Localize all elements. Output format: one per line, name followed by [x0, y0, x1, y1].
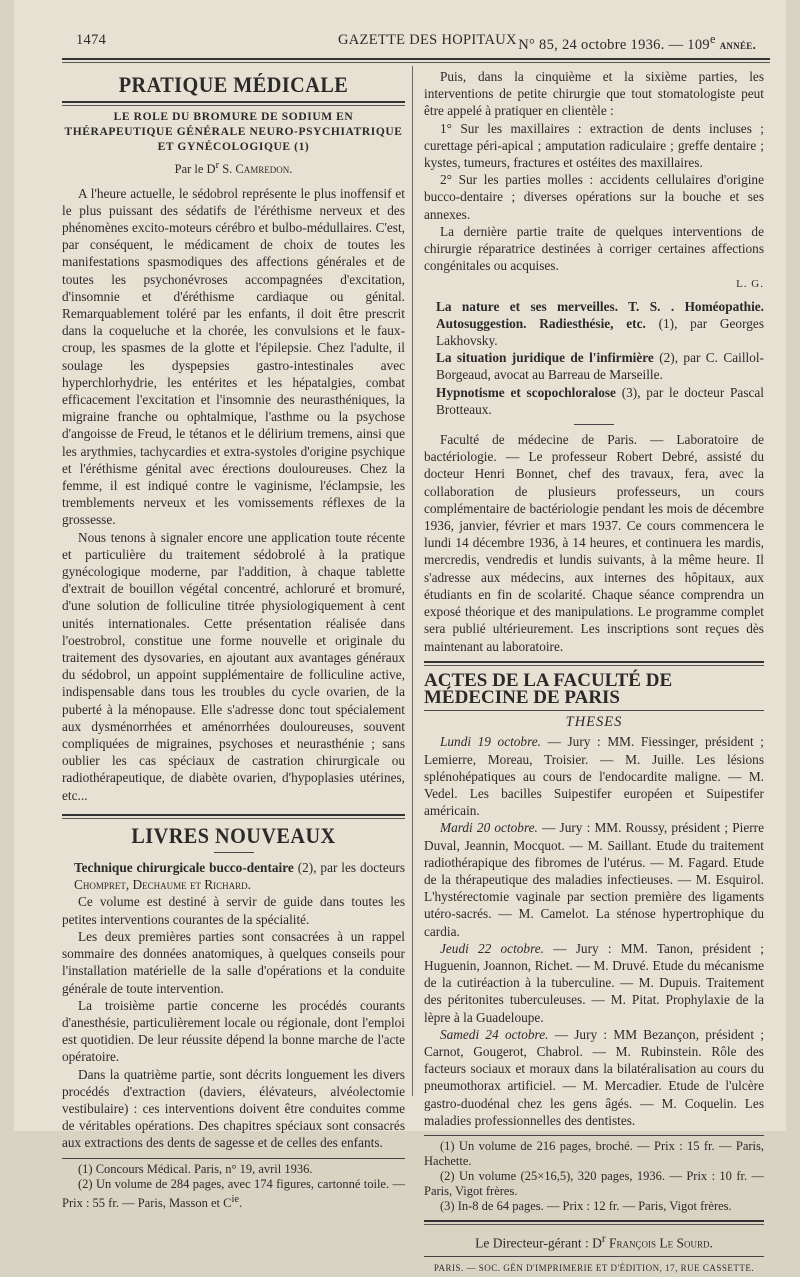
section-title-pratique: PRATIQUE MÉDICALE — [118, 72, 349, 97]
book-entry: La situation juridique de l'infirmière (2), par C. Caillol-Borgeaud, avocat au Barreau de Marseille. — [436, 350, 764, 383]
column-divider — [412, 66, 413, 1096]
faculty-notice: Faculté de médecine de Paris. — Laboratoire de bactériologie. — Le professeur Robert Debré, assisté du docteur Henri Bonnet, chef des travaux, fera, avec la collaboration de plusieurs professeurs, un cours complémentaire de bactériologie pendant les mois de décembre 1936, janvier, février et mars 1937. Ce cours commencera le lundi 14 décembre 1936, à 14 heures, et continuera les mardis, mercredis, vendredis et lundis suivants, à la même heure. Il s'adresse aux médecins, aux internes des hôpitaux, aux étudiants en fin de scolarité. Chaque séance comprendra un exposé théorique et des manipulations. Le programme complet sera publié ultérieurement. Les inscriptions sont reçues dès maintenant au laboratoire. — [424, 432, 764, 654]
journal-title: GAZETTE DES HOPITAUX — [338, 32, 517, 48]
thesis-entry: Lundi 19 octobre. — Jury : MM. Fiessinger, président ; Lemierre, Moreau, Troisier. — M. Juille. Les lésions splénohépatiques au cours de l'endocardite maligne. — M. Vedel. Les bacilles Suipestifer européen et Suipestifer américain. — [424, 734, 764, 819]
review-paragraph: 1° Sur les maxillaires : extraction de dents incluses ; curettage péri-apical ; amputation radiculaire ; greffe dentaire ; kystes, tumeurs, fractures et ostéites des maxillaires. — [424, 120, 764, 171]
section-rule — [424, 661, 764, 666]
review-paragraph: La troisième partie concerne les procédés courants d'anesthésie, particulièrement locale ou régionale, dont l'emploi est quotidien. De leur réussite dépend la bonne marche de l'acte opératoire. — [62, 997, 405, 1065]
thesis-entry: Mardi 20 octobre. — Jury : MM. Roussy, président ; Pierre Duval, Jeannin, Mocquot. — M. Saillant. Etude du traitement radiothérapique des fibromes de l'utérus. — M. Fagard. Etude de la thérapeutique des maladies infectieuses. — M. Esquirol. L'hystérectomie vaginale par section première des ligaments utéro-sacrés. — M. Camelot. La sténose hypertrophique du cardia. — [424, 820, 764, 939]
section-rule-thin — [424, 710, 764, 711]
footnote: (2) Un volume (25×16,5), 320 pages, 1936. — Prix : 10 fr. — Paris, Vigot frères. — [424, 1168, 764, 1198]
thesis-entry: Samedi 24 octobre. — Jury : MM Bezançon, président ; Carnot, Gougerot, Chabrol. — M. Rubinstein. Rôle des facteurs sociaux et moraux dans la bilatéralisation au cours du pneumothorax artificiel. — M. Mercadier. Etude de l'ulcère gastro-duodénal chez les gens âgés. — M. Coquelin. Les maladies professionnelles des dentistes. — [424, 1026, 764, 1128]
right-column — [424, 68, 764, 1277]
thesis-entry: Jeudi 22 octobre. — Jury : MM. Tanon, président ; Huguenin, Joannon, Richet. — M. Druvé. Etude du mécanisme de la cutiréaction à la tuberculine. — M. Dupuis. Traitement des péritonites tuberculeuses. — M. Pitat. Prophylaxie de la lèpre à la Guadeloupe. — [424, 940, 764, 1025]
imprint-rule — [424, 1256, 764, 1257]
running-header — [76, 32, 756, 54]
book-entry: Hypnotisme et scopochloralose (3), par le docteur Pascal Brotteaux. — [436, 384, 764, 417]
short-rule — [574, 424, 614, 425]
review-paragraph: Dans la quatrième partie, sont décrits longuement les divers procédés d'extraction (daviers, élévateurs, alvéolectomie vestibulaire) : ces interventions doivent être conduites comme de véritables opérations. Des chapitres spéciaux sont consacrés aux extractions des dents de sagesse et de celles des enfants. — [62, 1066, 405, 1151]
footnote: (2) Un volume de 284 pages, avec 174 figures, cartonné toile. — Prix : 55 fr. — Paris, Masson et $C^{ie}$. — [62, 1176, 405, 1210]
review-paragraph: Les deux premières parties sont consacrées à un rappel sommaire des données anatomiques, à quelques conseils pour l'installation matérielle de la salle d'opérations et la conduite générale de toute intervention. — [62, 928, 405, 996]
issue-info: N° 85, 24 octobre 1936. — 109e année. — [518, 32, 756, 53]
director-line: Le Directeur-gérant : $D^r$ François Le Sourd. — [475, 1232, 713, 1251]
review-paragraph: Puis, dans la cinquième et la sixième parties, les interventions de petite chirurgie que tout stomatologiste peut être appelé à pratiquer en clientèle : — [424, 69, 764, 119]
book-entry: Technique chirurgicale bucco-dentaire (2), par les docteurs Chompret, Dechaume et Richard. — [74, 860, 406, 893]
byline: Par le $D^r$ S. Camredon. — [174, 160, 293, 177]
footnote: (1) Un volume de 216 pages, broché. — Prix : 15 fr. — Paris, Hachette. — [424, 1138, 764, 1168]
section-rule — [424, 1220, 764, 1225]
section-rule — [62, 814, 405, 819]
section-rule — [62, 101, 405, 106]
review-paragraph: 2° Sur les parties molles : accidents cellulaires d'origine bucco-dentaire ; diverses opérations sur la bouche et ses annexes. — [424, 172, 764, 222]
footnote: (3) In-8 de 64 pages. — Prix : 12 fr. — Paris, Vigot frères. — [440, 1198, 732, 1213]
signature-initials: L. G. — [736, 278, 764, 291]
review-paragraph: Ce volume est destiné à servir de guide dans toutes les petites interventions courantes de la spécialité. — [62, 894, 405, 927]
article-paragraph: A l'heure actuelle, le sédobrol représente le plus inoffensif et le plus puissant des sédatifs de l'éréthisme nerveux et des phénomènes excito-moteurs cérébro et bulbo-médullaires. C'est, par conséquent, le médicament de choix de toutes les manifestations spasmodiques des affections générales et de toutes les psychonévroses accompagnées d'excitation, d'insomnie et d'éréthisme cardiaque ou génital. Remarquablement toléré par les enfants, il doit être prescrit dans la coqueluche et la chorée, les convulsions et le faux-croup, les spasmes de la glotte et l'épilepsie. Chez l'adulte, il soulage les dyspepsies gastro-intestinales avec hyperchlorhydrie, les entérites et les hépatalgies, combat efficacement l'excitation et l'insomnie des neurasthéniques, la migraine franche ou ophtalmique, l'asthme ou la psychose d'angoisse de Freud, le tétanos et le délirium tremens, ainsi que les arythmies, tachycardies et extra-systoles d'origine psychique et l'éréthisme génital avec érections douloureuses. Chez la femme, il est indiqué contre le vaginisme, l'éclampsie, les tremblements nerveux et les vomissements réflexes de la grossesse. — [62, 185, 405, 528]
article-paragraph: Nous tenons à signaler encore une application toute récente et particulière du traitement sédobrolé à la pratique gynécologique moderne, par l'addition, à chaque tablette d'extrait de bouillon végétal concentré, achloruré et bromuré, d'une solution de folliculine titrée physiologiquement à cent unités internationales. Cette présentation réalisée dans l'oestrobrol, constitue une forme nouvelle et originale du traitement des dysovaries, en ajoutant aux avantages généraux du sédobrol, un appoint supplémentaire de folliculine active, indispensable dans tous les troubles du cycle ovarien, de la puberté à la ménopause. Elle s'adresse donc tout spécialement aux dysménorrhées et aménorrhées douloureuses, souvent compliquées de migraines, psychoses et neurasthénie ; sans oublier les cas spéciaux de castration chirurgicale ou radiothérapeutique, de diabète ovarien, d'hypoplasies utérines, etc... — [62, 529, 405, 803]
footnote: (1) Concours Médical. Paris, n° 19, avril 1936. — [78, 1161, 313, 1176]
section-title-livres: LIVRES NOUVEAUX — [131, 822, 336, 848]
short-rule — [214, 852, 254, 853]
review-paragraph: La dernière partie traite de quelques interventions de chirurgie réparatrice destinées à corriger certaines affections congénitales ou acquises. — [424, 223, 764, 274]
footnote-rule — [424, 1135, 764, 1136]
footnote-rule — [62, 1158, 405, 1159]
printer-imprint: PARIS. — SOC. GÉN D'IMPRIMERIE ET D'ÉDITION, 17, RUE CASSETTE. — [433, 1262, 755, 1273]
section-title-actes: ACTES DE LA FACULTÉ DE MÉDECINE DE PARIS — [424, 669, 673, 708]
left-column — [62, 68, 405, 1211]
theses-heading: THESES — [565, 714, 623, 731]
header-rule-thin — [62, 62, 770, 63]
article-title: LE ROLE DU BROMURE DE SODIUM EN THÉRAPEUTIQUE GÉNÉRALE NEURO-PSYCHIATRIQUE ET GYNÉCOLOGIQUE (1) — [64, 111, 403, 154]
header-rule — [62, 58, 770, 60]
book-entry: La nature et ses merveilles. T. S. . Homéopathie. Autosuggestion. Radiesthésie, etc. (1), par Georges Lakhovsky. — [436, 298, 764, 349]
page-number: 1474 — [76, 32, 107, 48]
